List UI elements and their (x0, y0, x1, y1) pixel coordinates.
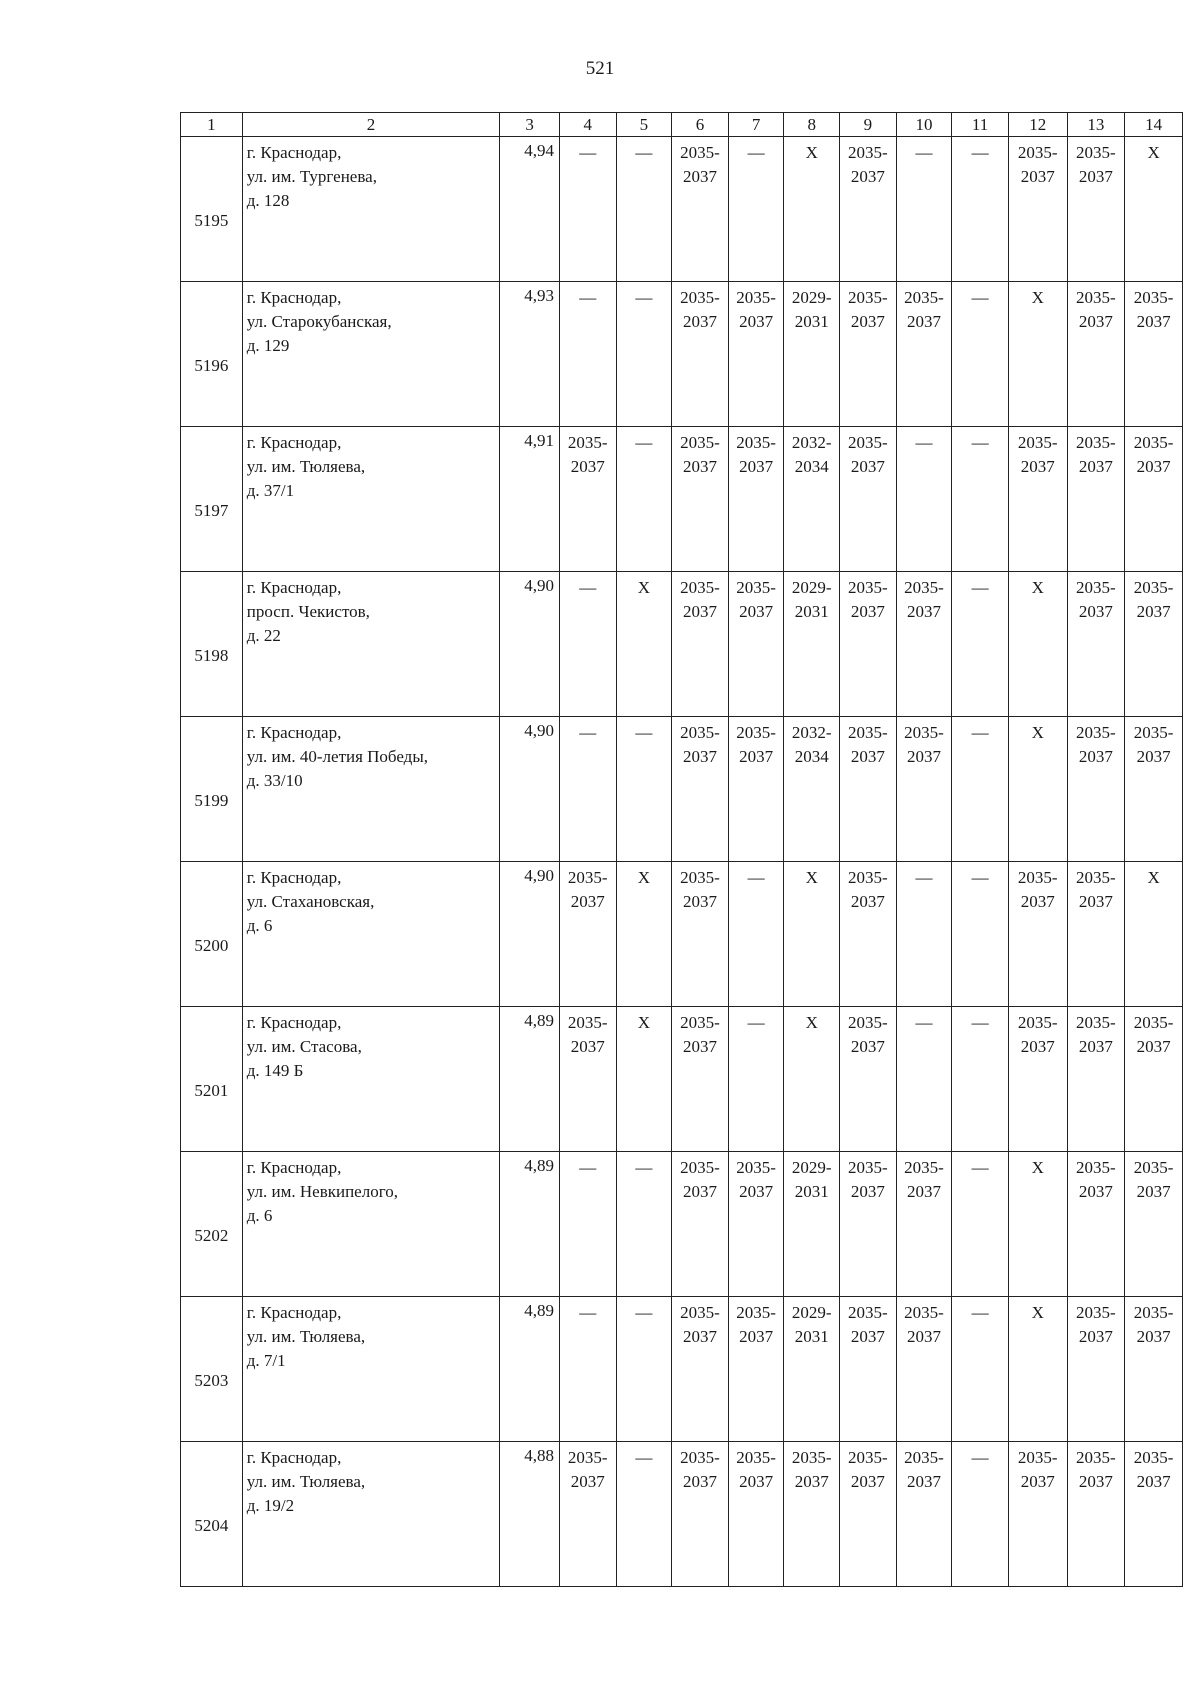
row-number: 5197 (181, 427, 243, 572)
period-cell: 2035- 2037 (840, 1442, 897, 1587)
period-cell: 2035- 2037 (559, 1007, 616, 1152)
period-cell: 2035- 2037 (896, 1297, 952, 1442)
address-line: д. 22 (246, 626, 281, 645)
address-line: ул. Старокубанская, (246, 312, 392, 331)
address-line: д. 33/10 (246, 771, 303, 790)
period-cell: 2035- 2037 (840, 862, 897, 1007)
period-cell: 2035- 2037 (672, 862, 729, 1007)
column-header: 10 (896, 113, 952, 137)
period-cell: 2035- 2037 (1067, 282, 1125, 427)
period-cell: — (952, 717, 1009, 862)
period-cell: 2035- 2037 (728, 1442, 784, 1587)
period-cell: 2035- 2037 (840, 1152, 897, 1297)
period-cell: — (952, 1007, 1009, 1152)
period-cell: Х (784, 862, 840, 1007)
period-cell: 2035- 2037 (728, 1152, 784, 1297)
period-cell: — (728, 137, 784, 282)
period-cell: 2035- 2037 (728, 717, 784, 862)
period-cell: 2035- 2037 (1125, 572, 1183, 717)
value-cell: 4,91 (500, 427, 560, 572)
table-row (181, 862, 1183, 1007)
period-cell: — (896, 427, 952, 572)
value-cell: 4,89 (500, 1007, 560, 1152)
period-cell: — (728, 862, 784, 1007)
table-row (181, 1152, 1183, 1297)
address-line: г. Краснодар, (246, 868, 342, 887)
period-cell: — (616, 427, 672, 572)
column-header: 1 (181, 113, 243, 137)
period-cell: 2035- 2037 (1067, 1297, 1125, 1442)
period-cell: — (896, 137, 952, 282)
period-cell: 2035- 2037 (1125, 1007, 1183, 1152)
period-cell: 2029- 2031 (784, 572, 840, 717)
period-cell: 2035- 2037 (1067, 137, 1125, 282)
period-cell: 2035- 2037 (1067, 427, 1125, 572)
period-cell: — (728, 1007, 784, 1152)
period-cell: 2029- 2031 (784, 282, 840, 427)
period-cell: — (952, 1442, 1009, 1587)
period-cell: Х (616, 862, 672, 1007)
address-cell (242, 1297, 499, 1442)
period-cell: Х (784, 1007, 840, 1152)
period-cell: — (616, 1442, 672, 1587)
address-line: д. 149 Б (246, 1061, 304, 1080)
period-cell: Х (1125, 137, 1183, 282)
address-line: г. Краснодар, (246, 578, 342, 597)
value-cell: 4,94 (500, 137, 560, 282)
period-cell: — (896, 862, 952, 1007)
table-row (181, 1007, 1183, 1152)
period-cell: Х (1008, 1152, 1067, 1297)
period-cell: — (952, 282, 1009, 427)
period-cell: 2035- 2037 (672, 282, 729, 427)
period-cell: — (952, 862, 1009, 1007)
address-cell (242, 1007, 499, 1152)
column-header: 13 (1067, 113, 1125, 137)
address-line: г. Краснодар, (246, 1303, 342, 1322)
address-cell (242, 137, 499, 282)
period-cell: — (616, 1297, 672, 1442)
column-header: 12 (1008, 113, 1067, 137)
period-cell: — (952, 1297, 1009, 1442)
schedule-table (180, 112, 1183, 1587)
period-cell: 2035- 2037 (1008, 137, 1067, 282)
period-cell: 2035- 2037 (672, 1297, 729, 1442)
period-cell: 2029- 2031 (784, 1297, 840, 1442)
period-cell: 2032- 2034 (784, 427, 840, 572)
period-cell: 2035- 2037 (1125, 717, 1183, 862)
period-cell: 2035- 2037 (840, 282, 897, 427)
address-cell (242, 282, 499, 427)
period-cell: 2035- 2037 (672, 427, 729, 572)
value-cell: 4,90 (500, 862, 560, 1007)
period-cell: — (559, 572, 616, 717)
period-cell: Х (1008, 572, 1067, 717)
table-row (181, 572, 1183, 717)
address-line: д. 129 (246, 336, 290, 355)
column-header: 3 (500, 113, 560, 137)
period-cell: 2035- 2037 (896, 717, 952, 862)
address-line: ул. им. Тюляева, (246, 1472, 366, 1491)
address-line: д. 37/1 (246, 481, 295, 500)
address-line: ул. им. Тюляева, (246, 1327, 366, 1346)
period-cell: 2035- 2037 (672, 1442, 729, 1587)
page-number: 521 (585, 58, 615, 79)
period-cell: 2035- 2037 (728, 427, 784, 572)
period-cell: 2035- 2037 (1067, 1442, 1125, 1587)
address-cell (242, 1152, 499, 1297)
period-cell: 2035- 2037 (672, 1007, 729, 1152)
address-line: ул. им. Стасова, (246, 1037, 362, 1056)
period-cell: Х (616, 572, 672, 717)
header-row (181, 113, 1183, 137)
table-row (181, 717, 1183, 862)
table-body (181, 137, 1183, 1587)
address-line: ул. Стахановская, (246, 892, 375, 911)
period-cell: 2035- 2037 (1008, 1007, 1067, 1152)
address-line: д. 6 (246, 1206, 273, 1225)
period-cell: 2035- 2037 (1067, 1152, 1125, 1297)
value-cell: 4,90 (500, 717, 560, 862)
period-cell: Х (1125, 862, 1183, 1007)
period-cell: 2035- 2037 (1008, 427, 1067, 572)
period-cell: 2035- 2037 (672, 572, 729, 717)
address-line: г. Краснодар, (246, 288, 342, 307)
table-row (181, 137, 1183, 282)
address-cell (242, 717, 499, 862)
address-line: г. Краснодар, (246, 433, 342, 452)
period-cell: Х (784, 137, 840, 282)
row-number: 5200 (181, 862, 243, 1007)
address-line: д. 6 (246, 916, 273, 935)
period-cell: 2035- 2037 (672, 717, 729, 862)
period-cell: — (896, 1007, 952, 1152)
period-cell: — (559, 137, 616, 282)
period-cell: 2035- 2037 (728, 282, 784, 427)
address-line: г. Краснодар, (246, 1158, 342, 1177)
address-line: г. Краснодар, (246, 1013, 342, 1032)
column-header: 5 (616, 113, 672, 137)
row-number: 5199 (181, 717, 243, 862)
period-cell: 2035- 2037 (672, 1152, 729, 1297)
address-line: ул. им. 40-летия Победы, (246, 747, 429, 766)
address-line: ул. им. Невкипелого, (246, 1182, 399, 1201)
period-cell: 2032- 2034 (784, 717, 840, 862)
column-header: 4 (559, 113, 616, 137)
row-number: 5204 (181, 1442, 243, 1587)
period-cell: — (616, 717, 672, 862)
row-number: 5198 (181, 572, 243, 717)
column-header: 2 (242, 113, 499, 137)
period-cell: 2035- 2037 (840, 1007, 897, 1152)
period-cell: 2035- 2037 (840, 1297, 897, 1442)
period-cell: 2035- 2037 (896, 282, 952, 427)
row-number: 5203 (181, 1297, 243, 1442)
period-cell: — (952, 572, 1009, 717)
address-line: просп. Чекистов, (246, 602, 370, 621)
address-cell (242, 572, 499, 717)
address-cell (242, 862, 499, 1007)
period-cell: — (559, 1297, 616, 1442)
period-cell: 2035- 2037 (559, 427, 616, 572)
period-cell: 2035- 2037 (1008, 1442, 1067, 1587)
period-cell: 2035- 2037 (1067, 1007, 1125, 1152)
table-row (181, 1442, 1183, 1587)
period-cell: 2035- 2037 (1067, 572, 1125, 717)
period-cell: 2035- 2037 (1067, 717, 1125, 862)
value-cell: 4,89 (500, 1297, 560, 1442)
period-cell: — (559, 717, 616, 862)
row-number: 5195 (181, 137, 243, 282)
period-cell: 2035- 2037 (672, 137, 729, 282)
period-cell: 2035- 2037 (896, 572, 952, 717)
value-cell: 4,93 (500, 282, 560, 427)
period-cell: 2035- 2037 (1125, 1442, 1183, 1587)
period-cell: Х (1008, 717, 1067, 862)
period-cell: — (952, 137, 1009, 282)
row-number: 5201 (181, 1007, 243, 1152)
address-line: д. 128 (246, 191, 290, 210)
address-line: д. 7/1 (246, 1351, 286, 1370)
value-cell: 4,89 (500, 1152, 560, 1297)
period-cell: 2035- 2037 (840, 572, 897, 717)
period-cell: 2035- 2037 (840, 427, 897, 572)
period-cell: 2035- 2037 (559, 862, 616, 1007)
period-cell: 2035- 2037 (1125, 1152, 1183, 1297)
row-number: 5202 (181, 1152, 243, 1297)
period-cell: 2035- 2037 (1125, 1297, 1183, 1442)
column-header: 6 (672, 113, 729, 137)
period-cell: 2035- 2037 (1008, 862, 1067, 1007)
period-cell: 2035- 2037 (840, 717, 897, 862)
address-line: г. Краснодар, (246, 1448, 342, 1467)
period-cell: 2035- 2037 (728, 1297, 784, 1442)
period-cell: Х (616, 1007, 672, 1152)
table-row (181, 282, 1183, 427)
period-cell: — (616, 137, 672, 282)
period-cell: Х (1008, 282, 1067, 427)
value-cell: 4,90 (500, 572, 560, 717)
column-header: 11 (952, 113, 1009, 137)
period-cell: 2035- 2037 (559, 1442, 616, 1587)
column-header: 9 (840, 113, 897, 137)
period-cell: 2035- 2037 (728, 572, 784, 717)
period-cell: — (952, 427, 1009, 572)
address-line: д. 19/2 (246, 1496, 295, 1515)
table-row (181, 427, 1183, 572)
period-cell: Х (1008, 1297, 1067, 1442)
period-cell: 2035- 2037 (784, 1442, 840, 1587)
value-cell: 4,88 (500, 1442, 560, 1587)
period-cell: — (952, 1152, 1009, 1297)
period-cell: — (616, 1152, 672, 1297)
column-header: 14 (1125, 113, 1183, 137)
address-line: г. Краснодар, (246, 143, 342, 162)
address-cell (242, 1442, 499, 1587)
period-cell: 2035- 2037 (1125, 427, 1183, 572)
period-cell: 2035- 2037 (896, 1152, 952, 1297)
period-cell: — (559, 1152, 616, 1297)
column-header: 8 (784, 113, 840, 137)
address-line: ул. им. Тюляева, (246, 457, 366, 476)
table-row (181, 1297, 1183, 1442)
period-cell: — (559, 282, 616, 427)
address-line: г. Краснодар, (246, 723, 342, 742)
period-cell: 2029- 2031 (784, 1152, 840, 1297)
period-cell: 2035- 2037 (1125, 282, 1183, 427)
column-header: 7 (728, 113, 784, 137)
period-cell: — (616, 282, 672, 427)
period-cell: 2035- 2037 (840, 137, 897, 282)
row-number: 5196 (181, 282, 243, 427)
period-cell: 2035- 2037 (896, 1442, 952, 1587)
address-line: ул. им. Тургенева, (246, 167, 377, 186)
address-cell (242, 427, 499, 572)
period-cell: 2035- 2037 (1067, 862, 1125, 1007)
